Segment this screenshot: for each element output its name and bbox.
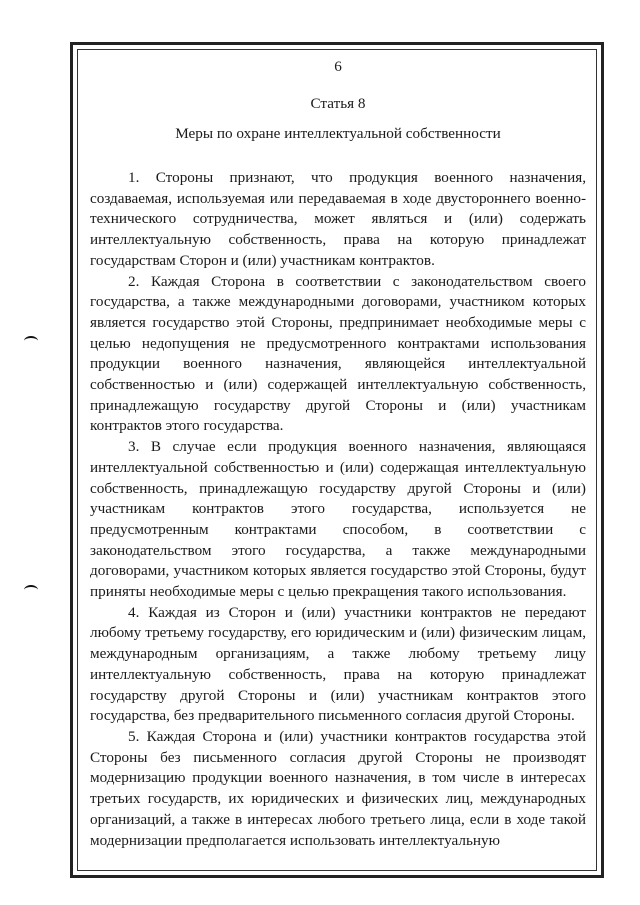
- binding-hole-mark: [24, 585, 38, 595]
- binding-hole-mark: [24, 336, 38, 346]
- paragraph-2: 2. Каждая Сторона в соответствии с законодательством своего государства, а также международными договорами, участником которых является государство этой Стороны, предпринимает необходимые меры с целью недопущения не предусмотренного контрактами использования продукции военного назначения, являющейся интеллектуальной собственностью и (или) содержащей интеллектуальную собственность, принадлежащую государству другой Стороны и (или) участникам контрактов этого государства.: [90, 272, 586, 435]
- paragraph-5: 5. Каждая Сторона и (или) участники контрактов государства этой Стороны без письменного согласия другой Стороны не производят модернизацию продукции военного назначения, в том числе в интересах третьих государств, их юридических и физических лиц, международных организаций, а также в интересах любого третьего лица, если в ходе такой модернизации предполагается использовать интеллектуальную: [90, 727, 586, 849]
- paragraph-4: 4. Каждая из Сторон и (или) участники контрактов не передают любому третьему государству, его юридическим и (или) физическим лицам, международным организациям, а также любому третьему лицу интеллектуальную собственность, права на которую принадлежат государству другой Стороны и (или) участникам контрактов этого государства, без предварительного письменного согласия другой Стороны.: [90, 603, 586, 725]
- paragraph-1: 1. Стороны признают, что продукция военного назначения, создаваемая, используемая или передаваемая в ходе двустороннего военно-технического сотрудничества, может являться и (или) содержать интеллектуальную собственность, права на которую принадлежат государствам Сторон и (или) участникам контрактов.: [90, 169, 586, 269]
- paragraph-3: 3. В случае если продукция военного назначения, являющаяся интеллектуальной собственностью и (или) содержащая интеллектуальную собственность, принадлежащую государству другой Стороны и (или) участникам контрактов этого государства, используется не предусмотренным контрактами способом, в соответствии с законодательством этого государства, а также международными договорами, участником которых является государство этой Стороны, будут приняты необходимые меры с целью прекращения такого использования.: [90, 438, 586, 601]
- page-number: 6: [334, 58, 342, 75]
- document-body: [90, 58, 586, 851]
- article-heading: Меры по охране интеллектуальной собственности: [175, 125, 501, 142]
- article-title: Статья 8: [310, 95, 366, 112]
